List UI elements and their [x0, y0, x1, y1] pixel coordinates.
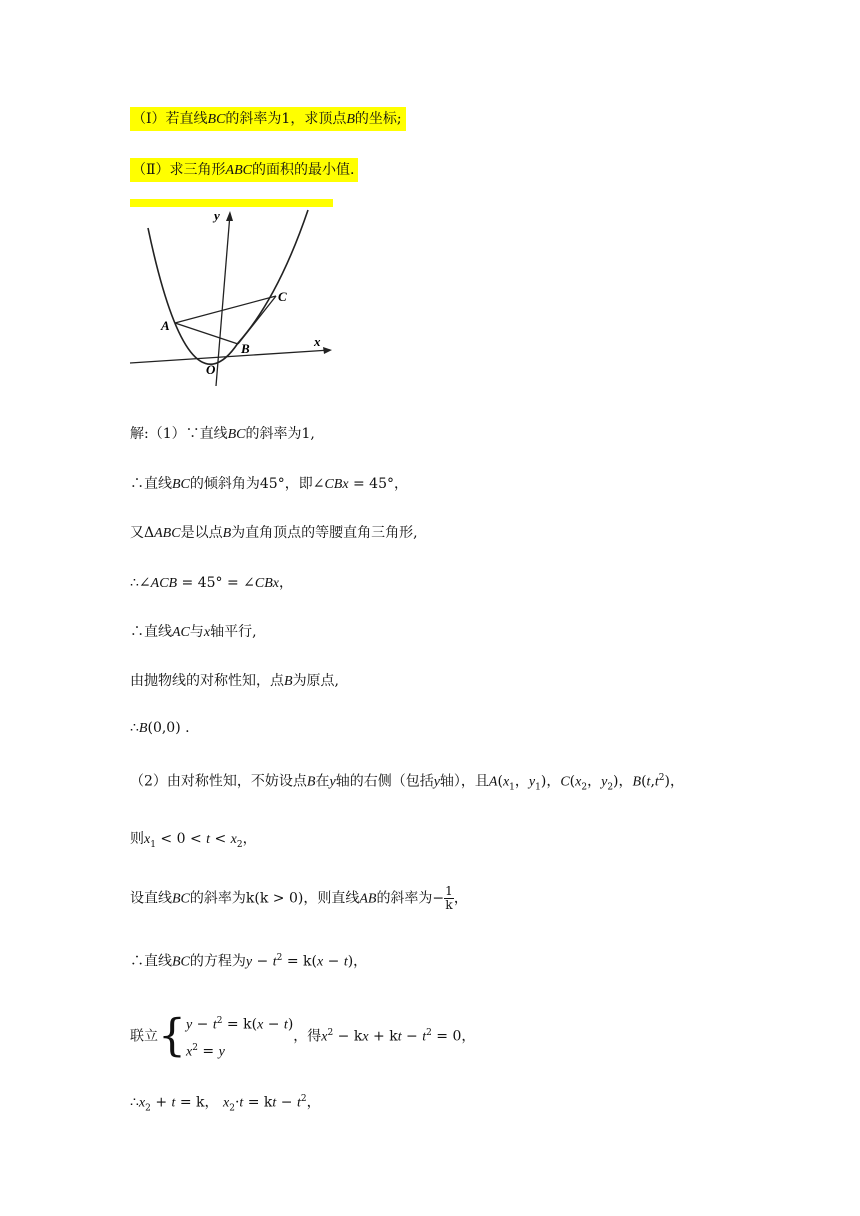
- highlight-bar: [130, 199, 333, 207]
- segment-BC: [238, 296, 276, 344]
- label-x: x: [314, 334, 321, 349]
- x-axis-arrow: [323, 347, 332, 354]
- solution-line-6: 由抛物线的对称性知，点B为原点,: [130, 673, 340, 689]
- solution-line-7: ∴B(0,0) .: [130, 720, 190, 736]
- x-axis: [130, 350, 330, 363]
- segment-AC: [175, 296, 276, 323]
- parabola-figure: [128, 208, 343, 388]
- solution-line-5: ∴直线AC与x轴平行,: [130, 624, 257, 640]
- y-axis-arrow: [226, 211, 233, 221]
- question-part-2: （Ⅱ）求三角形ABC的面积的最小值.: [130, 160, 358, 181]
- solution-line-1: 解:（1）∵直线BC的斜率为1,: [130, 426, 315, 442]
- segment-AB: [175, 323, 238, 344]
- solution-line-12: 联立{ $y - t^2 = k(x - t)$ $x^2 = y$ ，得$x^2$ − kx + kt − $t^2 = 0$，: [130, 1010, 476, 1062]
- solution-line-2: ∴直线BC的倾斜角为45°，即∠CBx = 45°，: [130, 476, 408, 492]
- solution-line-13: $\therefore x_2 + t = k$， $x_2\cdot t$ = kt − $t^2$，: [130, 1094, 321, 1114]
- label-B: B: [241, 341, 250, 356]
- solution-line-4: ∴∠ACB = 45° = ∠CBx，: [130, 575, 294, 591]
- label-O: O: [206, 362, 216, 377]
- label-y: y: [214, 208, 220, 223]
- label-C: C: [278, 289, 287, 304]
- solution-line-8: （2）由对称性知，不妨设点B在y轴的右侧（包括y轴），且$A(x_1$，$y_1$)，$C(x_2$，$y_2$)，$B(t,t^2)$，: [130, 773, 684, 793]
- question-part-1: （Ⅰ）若直线BC的斜率为1，求顶点B的坐标;: [130, 109, 406, 130]
- label-A: A: [161, 318, 170, 333]
- solution-line-9: 则$x_1 < 0 < t < x_2$，: [130, 831, 257, 850]
- solution-line-10: 设直线BC的斜率为k(k > 0)，则直线AB的斜率为− $\frac{1}{k}$ ，: [130, 884, 468, 912]
- solution-line-3: 又ΔABC是以点B为直角顶点的等腰直角三角形,: [130, 525, 418, 541]
- solution-line-11: ∴直线BC的方程为$y - t^2 = k(x - t)$，: [130, 953, 368, 970]
